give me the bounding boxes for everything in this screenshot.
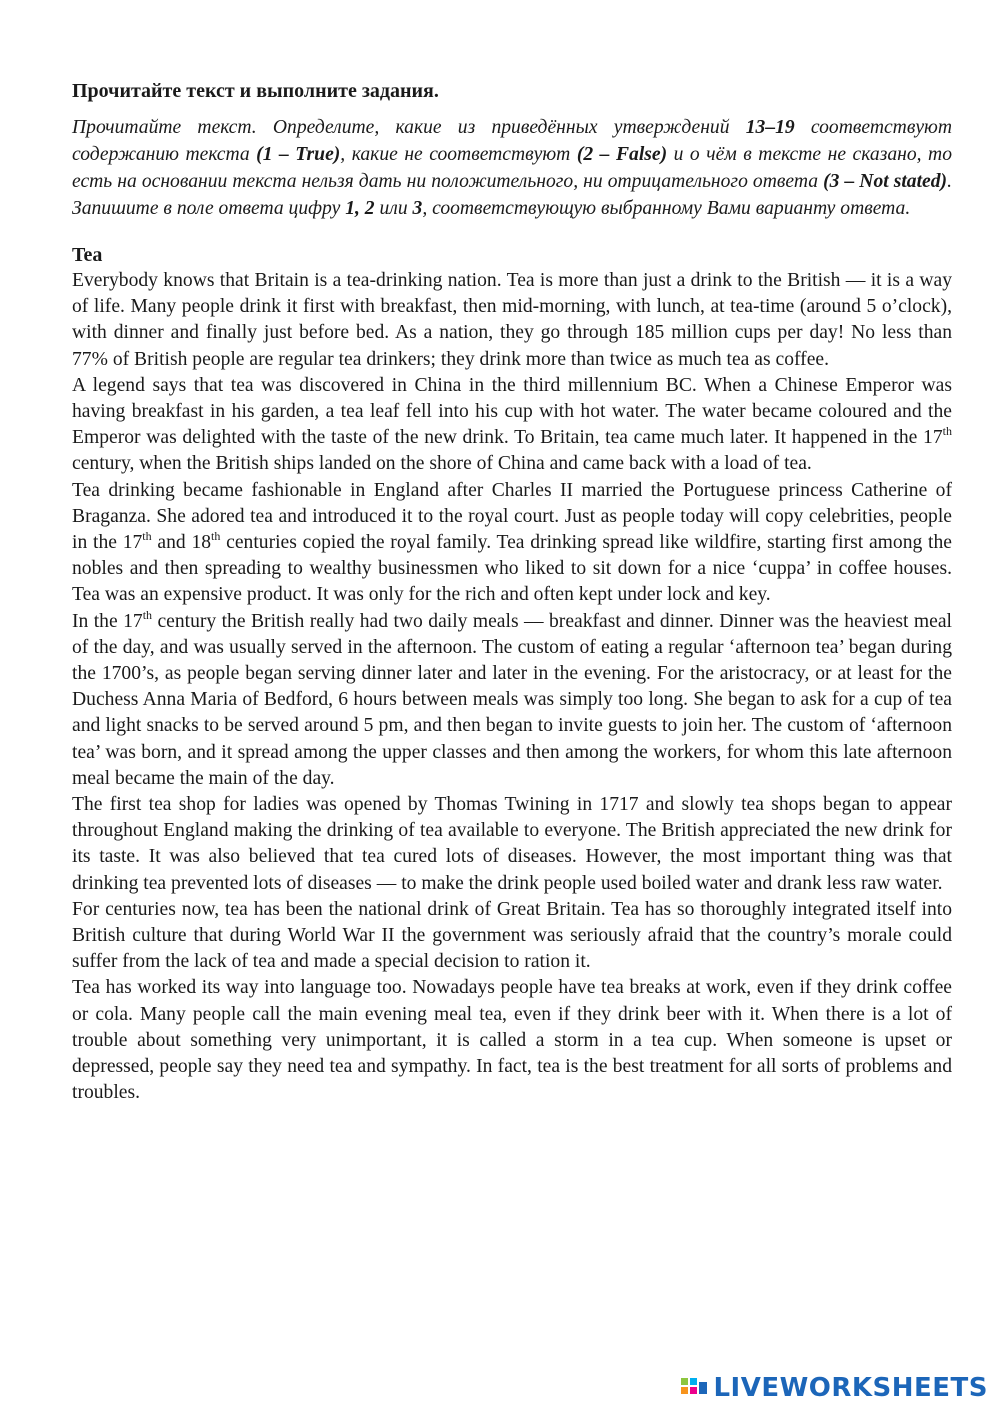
article-paragraph-7: Tea has worked its way into language too. Nowadays people have tea breaks at work, even if they drink coffee or cola. Many people call the main evening meal tea, even if they drink beer with it. When there is a lot of trouble about something very unimportant, it is called a storm in a tea cup. When someone is upset or depressed, people say they need tea and sympathy. In fact, tea is the best treatment for all sorts of problems and troubles. <box>72 977 952 1104</box>
task-instructions: Прочитайте текст. Определите, какие из приведённых утверждений 13–19 соответствуют содержанию текста (1 – True), какие не соответствуют (2 – False) и о чём в тексте не сказано, то есть на основании текста нельзя дать ни положительного, ни отрицательного ответа (3 – Not stated). Запишите в поле ответа цифру 1, 2 или 3, соответствующую выбранному Вами варианту ответа. <box>72 117 953 219</box>
article-paragraph-2: A legend says that tea was discovered in China in the third millennium BC. When a Chinese Emperor was having breakfast in his garden, a tea leaf fell into his cup with hot water. The water became coloured and the Emperor was delighted with the taste of the new drink. To Britain, tea came much later. It happened in the 17th century, when the British ships landed on the shore of China and came back with a load of tea. <box>72 374 952 475</box>
article-paragraph-6: For centuries now, tea has been the national drink of Great Britain. Tea has so thoroughly integrated itself into British culture that during World War II the government was seriously afraid that the country’s morale could suffer from the lack of tea and made a special decision to ration it. <box>72 898 952 973</box>
article-title: Tea <box>72 244 103 266</box>
liveworksheets-logo-text: LIVEWORKSHEETS <box>713 1373 988 1403</box>
worksheet-page <box>72 78 952 1107</box>
article-paragraph-1: Everybody knows that Britain is a tea-drinking nation. Tea is more than just a drink to the British –– it is a way of life. Many people drink it first with breakfast, then mid-morning, with lunch, at tea-time (around 5 o’clock), with dinner and finally just before bed. As a nation, they go through 185 million cups per day! No less than 77% of British people are regular tea drinkers; they drink more than twice as much tea as coffee. <box>72 270 952 370</box>
article-paragraph-3: Tea drinking became fashionable in England after Charles II married the Portuguese princess Catherine of Braganza. She adored tea and introduced it to the royal court. Just as people today will copy celebrities, people in the 17th and 18th centuries copied the royal family. Tea drinking spread like wildfire, starting first among the nobles and then spreading to wealthy businessmen who liked to sit down for a nice ‘cuppa’ in coffee houses. Tea was an expensive product. It was only for the rich and often kept under lock and key. <box>72 479 952 606</box>
liveworksheets-logo-icon <box>681 1376 709 1400</box>
task-heading: Прочитайте текст и выполните задания. <box>72 80 439 102</box>
article-paragraph-5: The first tea shop for ladies was opened by Thomas Twining in 1717 and slowly tea shops began to appear throughout England making the drinking of tea available to everyone. The British appreciated the new drink for its taste. It was also believed that tea cured lots of diseases. However, the most important thing was that drinking tea prevented lots of diseases –– to make the drink people used boiled water and drank less raw water. <box>72 794 952 894</box>
liveworksheets-logo <box>681 1373 988 1403</box>
article-paragraph-4: In the 17th century the British really had two daily meals –– breakfast and dinner. Dinner was the heaviest meal of the day, and was usually served in the afternoon. The custom of eating a regular ‘afternoon tea’ began during the 1700’s, as people began serving dinner later and later in the evening. For the aristocracy, or at least for the Duchess Anna Maria of Bedford, 6 hours between meals was simply too long. She began to ask for a cup of tea and light snacks to be served around 5 pm, and then began to invite guests to join her. The custom of ‘afternoon tea’ was born, and it spread among the upper classes and then among the workers, for whom this late afternoon meal became the main of the day. <box>72 607 952 789</box>
